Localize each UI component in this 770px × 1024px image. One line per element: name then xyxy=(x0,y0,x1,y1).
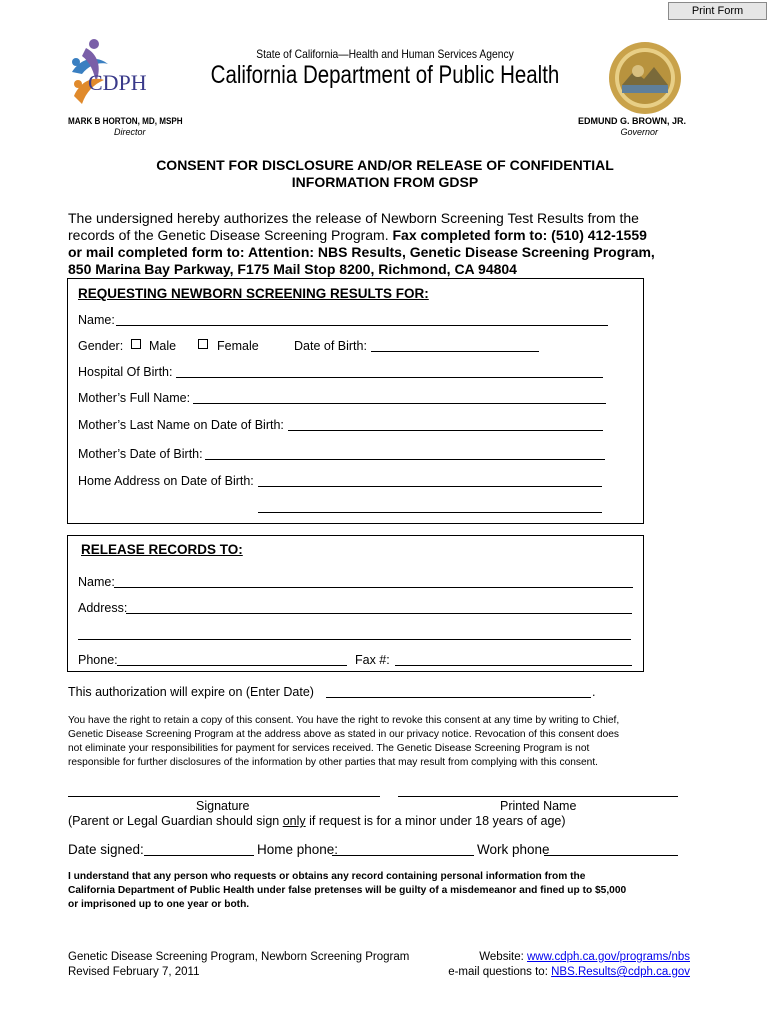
department-name: California Department of Public Health xyxy=(210,61,560,89)
child-name-field[interactable] xyxy=(116,325,608,326)
release-address-field[interactable] xyxy=(126,613,632,614)
director-title: Director xyxy=(114,127,146,137)
warning-line: California Department of Public Health under false pretenses will be guilty of a misdemeanor and fined up to $5,000 xyxy=(68,885,627,896)
governor-name: EDMUND G. BROWN, JR. xyxy=(578,116,686,126)
release-name-field[interactable] xyxy=(114,587,633,588)
signature-label: Signature xyxy=(196,799,250,813)
warning-line: or imprisoned up to one year or both. xyxy=(68,899,250,910)
release-phone-field[interactable] xyxy=(117,665,347,666)
director-name: MARK B HORTON, MD, MSPH xyxy=(68,116,183,126)
footer-email: e-mail questions to: NBS.Results@cdph.ca.gov xyxy=(448,966,690,978)
mother-last-name-field[interactable] xyxy=(288,430,603,431)
governor-title: Governor xyxy=(620,127,658,137)
female-checkbox[interactable] xyxy=(198,339,208,349)
rights-line: responsible for further disclosures of the information by other parties that may result from complying with this consent. xyxy=(68,757,598,768)
dob-field[interactable] xyxy=(371,351,539,352)
intro-line3: or mail completed form to: Attention: NBS Results, Genetic Disease Screening Program, xyxy=(68,244,655,260)
mother-last-name-label: Mother’s Last Name on Date of Birth: xyxy=(78,418,284,432)
dob-label: Date of Birth: xyxy=(294,339,367,353)
male-checkbox[interactable] xyxy=(131,339,141,349)
intro-line2: records of the Genetic Disease Screening Program. Fax completed form to: (510) 412-1559 xyxy=(68,227,647,243)
email-link[interactable]: NBS.Results@cdph.ca.gov xyxy=(551,966,690,978)
expiration-period: . xyxy=(592,685,596,699)
date-signed-label: Date signed: xyxy=(68,842,144,857)
mother-name-label: Mother’s Full Name: xyxy=(78,391,191,405)
release-fax-field[interactable] xyxy=(395,665,632,666)
agency-name: State of California—Health and Human Services Agency xyxy=(256,47,514,61)
form-title-line1: CONSENT FOR DISCLOSURE AND/OR RELEASE OF CONFIDENTIAL xyxy=(156,157,614,173)
expiration-date-field[interactable] xyxy=(326,697,591,698)
hospital-field[interactable] xyxy=(176,377,603,378)
release-address-label: Address: xyxy=(78,601,128,615)
warning-paragraph xyxy=(68,870,728,912)
gender-label: Gender: xyxy=(78,339,124,353)
mother-dob-label: Mother’s Date of Birth: xyxy=(78,447,203,461)
mother-dob-field[interactable] xyxy=(205,459,605,460)
rights-line: You have the right to retain a copy of this consent. You have the right to revoke this consent at any time by writing to Chief, xyxy=(68,715,620,726)
female-label: Female xyxy=(217,339,259,353)
print-form-button[interactable]: Print Form xyxy=(668,2,767,20)
mother-name-field[interactable] xyxy=(193,403,606,404)
release-phone-label: Phone: xyxy=(78,653,118,667)
release-address-field-line2[interactable] xyxy=(78,639,631,640)
footer-program: Genetic Disease Screening Program, Newborn Screening Program xyxy=(68,951,410,963)
form-title-line2: INFORMATION FROM GDSP xyxy=(291,174,479,190)
intro-line1: The undersigned hereby authorizes the release of Newborn Screening Test Results from the xyxy=(68,210,639,226)
home-address-label: Home Address on Date of Birth: xyxy=(78,474,254,488)
work-phone-label: Work phone xyxy=(477,842,550,857)
intro-line4: 850 Marina Bay Parkway, F175 Mail Stop 8200, Richmond, CA 94804 xyxy=(68,261,517,277)
signature-field[interactable] xyxy=(68,796,380,797)
home-address-field-line2[interactable] xyxy=(258,512,602,513)
home-phone-field[interactable] xyxy=(332,855,474,856)
footer-website: Website: www.cdph.ca.gov/programs/nbs xyxy=(479,951,690,963)
guardian-note: (Parent or Legal Guardian should sign only if request is for a minor under 18 years of age) xyxy=(68,814,566,828)
rights-line: not eliminate your responsibilities for payment for services received. The Genetic Disease Screening Program is not xyxy=(68,743,590,754)
work-phone-field[interactable] xyxy=(544,855,678,856)
website-link[interactable]: www.cdph.ca.gov/programs/nbs xyxy=(527,951,690,963)
hospital-label: Hospital Of Birth: xyxy=(78,365,173,379)
expiration-label: This authorization will expire on (Enter Date) xyxy=(68,685,314,699)
rights-line: Genetic Disease Screening Program at the address above as stated in our privacy notice. Revocation of this consent does xyxy=(68,729,619,740)
rights-paragraph xyxy=(68,714,708,770)
printed-name-field[interactable] xyxy=(398,796,678,797)
release-name-label: Name: xyxy=(78,575,115,589)
release-fax-label: Fax #: xyxy=(355,653,390,667)
home-address-field[interactable] xyxy=(258,486,602,487)
child-name-label: Name: xyxy=(78,313,115,327)
warning-line: I understand that any person who requests or obtains any record containing personal information from the xyxy=(68,871,586,882)
date-signed-field[interactable] xyxy=(144,855,254,856)
logo-text: CDPH xyxy=(88,70,147,95)
male-label: Male xyxy=(149,339,177,353)
printed-name-label: Printed Name xyxy=(500,799,577,813)
home-phone-label: Home phone: xyxy=(257,842,339,857)
release-heading: RELEASE RECORDS TO: xyxy=(81,542,243,557)
requesting-heading: REQUESTING NEWBORN SCREENING RESULTS FOR: xyxy=(78,286,429,301)
footer-revised: Revised February 7, 2011 xyxy=(68,966,200,978)
